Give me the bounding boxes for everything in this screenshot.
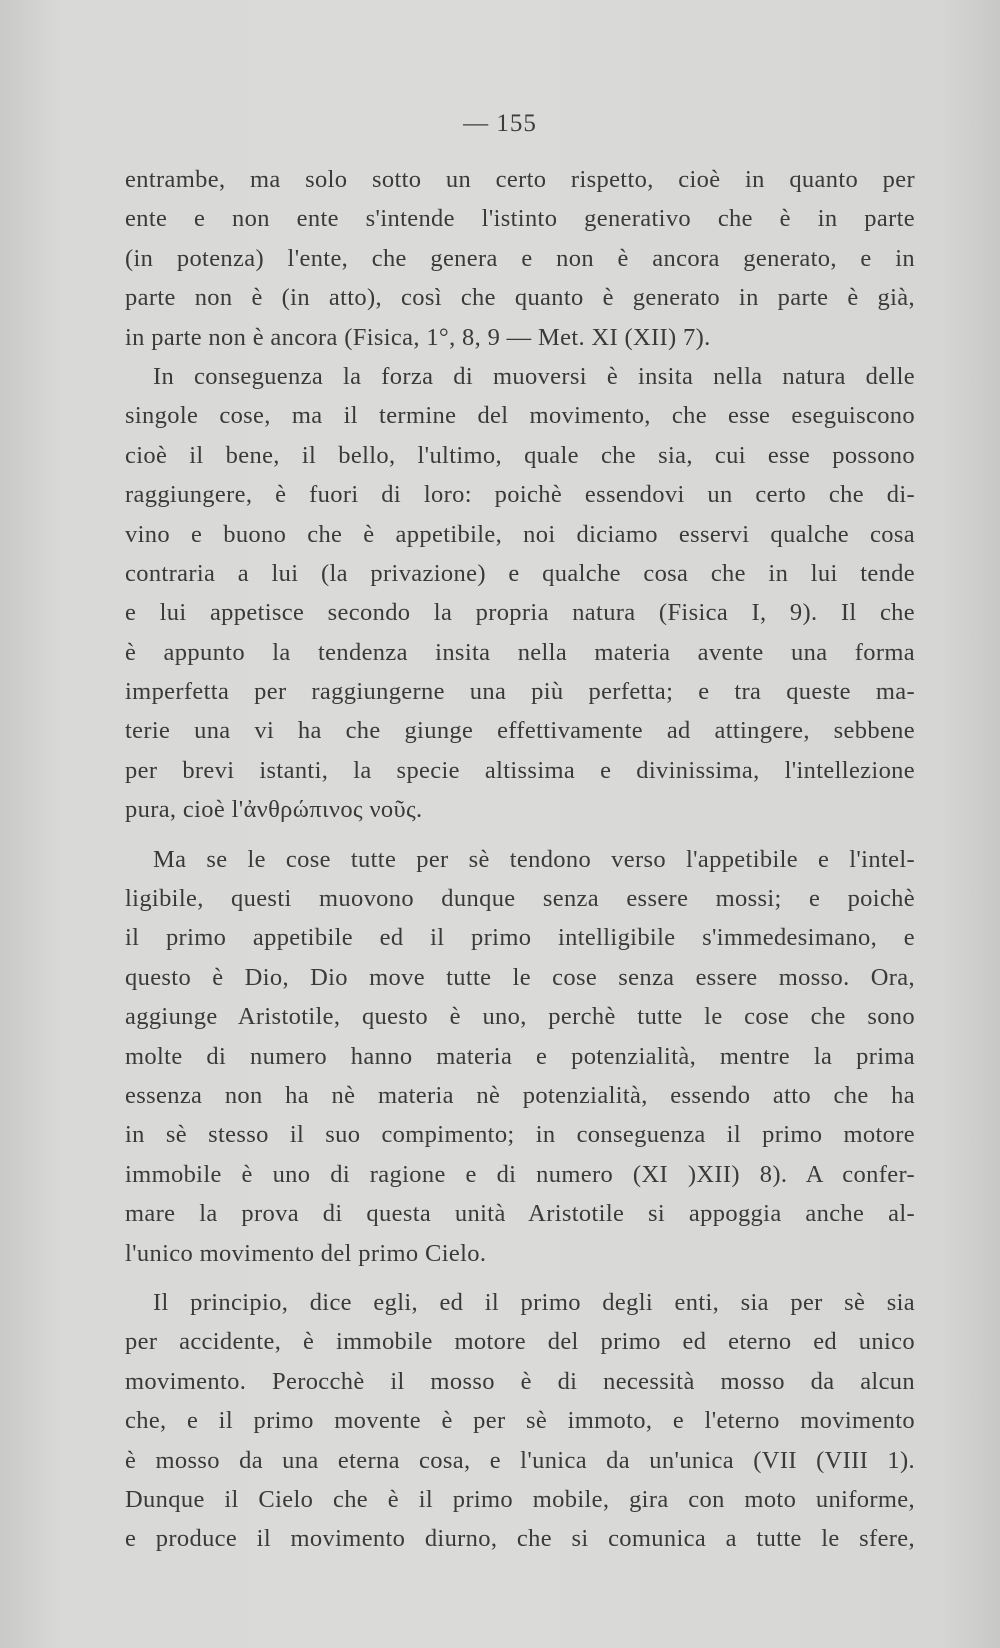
text-line: è appunto la tendenza insita nella materia avente una forma bbox=[125, 638, 915, 666]
text-line: imperfetta per raggiungerne una più perfetta; e tra queste ma- bbox=[125, 678, 915, 706]
text-line: e lui appetisce secondo la propria natura (Fisica I, 9). Il che bbox=[125, 599, 915, 627]
paragraph-gap bbox=[125, 830, 915, 840]
text-line-greek: pura, cioè l'ἀνθρώπινος νοῦς. bbox=[125, 796, 423, 824]
text-line: molte di numero hanno materia e potenzialità, mentre la prima bbox=[125, 1042, 915, 1070]
text-line: per accidente, è immobile motore del primo ed eterno ed unico bbox=[125, 1328, 915, 1356]
text-line: singole cose, ma il termine del movimento, che esse eseguiscono bbox=[125, 402, 915, 430]
text-line: cioè il bene, il bello, l'ultimo, quale che sia, cui esse possono bbox=[125, 441, 915, 469]
text-line: parte non è (in atto), così che quanto è generato in parte è già, bbox=[125, 284, 915, 312]
paragraph-4 bbox=[125, 1283, 915, 1559]
text-line: che, e il primo movente è per sè immoto, e l'eterno movimento bbox=[125, 1407, 915, 1435]
text-line: e produce il movimento diurno, che si comunica a tutte le sfere, bbox=[125, 1525, 915, 1553]
paragraph-2 bbox=[125, 357, 915, 830]
text-line: immobile è uno di ragione e di numero (XI )XII) 8). A confer- bbox=[125, 1160, 915, 1188]
text-line: il primo appetibile ed il primo intelligibile s'immedesimano, e bbox=[125, 924, 915, 952]
text-line: (in potenza) l'ente, che genera e non è ancora generato, e in bbox=[125, 244, 915, 272]
paragraph-3 bbox=[125, 840, 915, 1273]
text-line: aggiunge Aristotile, questo è uno, perchè tutte le cose che sono bbox=[125, 1003, 915, 1031]
text-line: vino e buono che è appetibile, noi diciamo esservi qualche cosa bbox=[125, 520, 915, 548]
text-line: Ma se le cose tutte per sè tendono verso l'appetibile e l'intel- bbox=[153, 845, 915, 873]
text-line: Il principio, dice egli, ed il primo degli enti, sia per sè sia bbox=[153, 1288, 915, 1316]
text-line: contraria a lui (la privazione) e qualche cosa che in lui tende bbox=[125, 559, 915, 587]
text-line: in parte non è ancora (Fisica, 1°, 8, 9 — Met. XI (XII) 7). bbox=[125, 323, 711, 351]
text-line: ente e non ente s'intende l'istinto generativo che è in parte bbox=[125, 205, 915, 233]
text-line: terie una vi ha che giunge effettivamente ad attingere, sebbene bbox=[125, 717, 915, 745]
text-line: per brevi istanti, la specie altissima e divinissima, l'intellezione bbox=[125, 756, 915, 784]
text-line: essenza non ha nè materia nè potenzialità, essendo atto che ha bbox=[125, 1081, 915, 1109]
text-line: raggiungere, è fuori di loro: poichè essendovi un certo che di- bbox=[125, 481, 915, 509]
text-line: entrambe, ma solo sotto un certo rispetto, cioè in quanto per bbox=[125, 166, 915, 193]
paragraph-gap bbox=[125, 1273, 915, 1283]
text-line: questo è Dio, Dio move tutte le cose senza essere mosso. Ora, bbox=[125, 963, 915, 991]
text-line: l'unico movimento del primo Cielo. bbox=[125, 1239, 487, 1267]
text-line: movimento. Perocchè il mosso è di necessità mosso da alcun bbox=[125, 1367, 915, 1395]
text-line: Dunque il Cielo che è il primo mobile, gira con moto uniforme, bbox=[125, 1485, 915, 1513]
page-number: — 155 bbox=[463, 110, 537, 137]
paragraph-1 bbox=[125, 160, 915, 357]
text-line: è mosso da una eterna cosa, e l'unica da un'unica (VII (VIII 1). bbox=[125, 1446, 915, 1474]
text-line: In conseguenza la forza di muoversi è insita nella natura delle bbox=[153, 362, 915, 390]
text-line: mare la prova di questa unità Aristotile si appoggia anche al- bbox=[125, 1200, 915, 1228]
page-body bbox=[125, 160, 915, 1559]
text-line: in sè stesso il suo compimento; in conseguenza il primo motore bbox=[125, 1121, 915, 1149]
text-line: ligibile, questi muovono dunque senza essere mossi; e poichè bbox=[125, 885, 915, 913]
